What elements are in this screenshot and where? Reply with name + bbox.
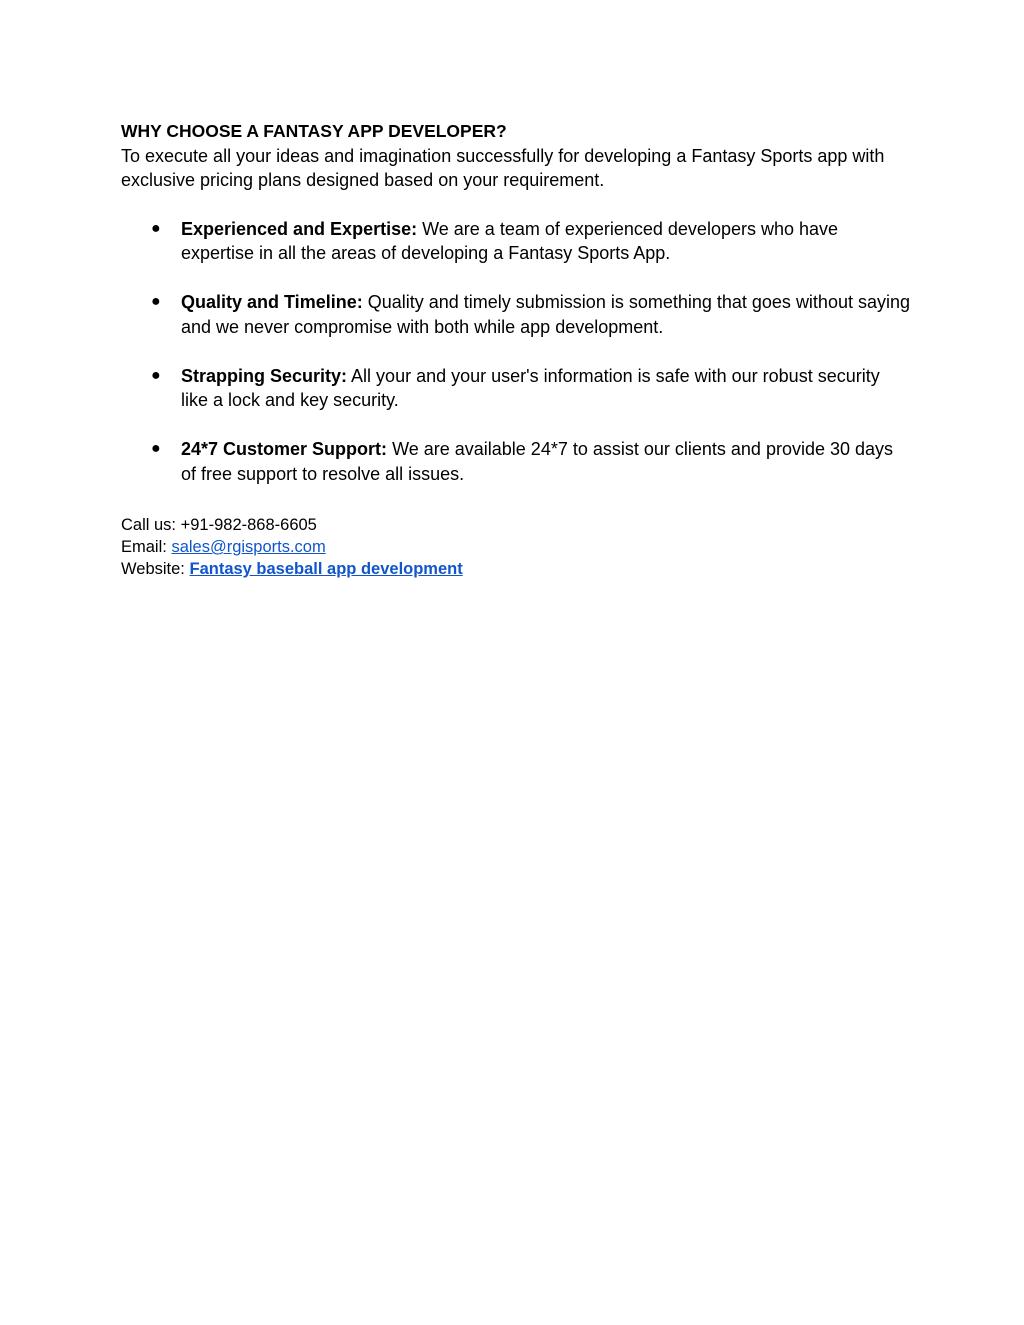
- document-heading: WHY CHOOSE A FANTASY APP DEVELOPER?: [121, 121, 507, 141]
- feature-title: Experienced and Expertise:: [181, 218, 418, 239]
- website-label: Website:: [121, 560, 185, 578]
- email-link[interactable]: sales@rgisports.com: [171, 538, 326, 556]
- email-label: Email:: [121, 538, 167, 556]
- phone-label: Call us:: [121, 516, 177, 534]
- bullet-icon: ●: [151, 293, 161, 310]
- feature-item-security: [121, 364, 911, 413]
- feature-text: We are a team of experienced developers who have expertise in all the areas of developing a Fantasy Sports App.: [181, 218, 839, 263]
- document-page: [121, 119, 911, 580]
- feature-item-experience: [121, 217, 911, 266]
- feature-text: Quality and timely submission is something that goes without saying and we never compromise with both while app development.: [181, 292, 911, 337]
- feature-title: Strapping Security:: [181, 365, 348, 386]
- contact-block: [121, 514, 911, 580]
- feature-title: 24*7 Customer Support:: [181, 439, 388, 459]
- feature-text: We are available 24*7 to assist our clients and provide 30 days of free support to resolve all issues.: [181, 439, 894, 484]
- bullet-icon: ●: [151, 440, 161, 457]
- bullet-icon: ●: [151, 219, 161, 237]
- feature-list: [121, 217, 911, 487]
- bullet-icon: ●: [151, 366, 161, 384]
- feature-title: Quality and Timeline:: [181, 292, 363, 312]
- contact-phone: [121, 514, 911, 536]
- feature-text: All your and your user's information is safe with our robust security like a lock and key security.: [181, 365, 880, 410]
- intro-paragraph: To execute all your ideas and imagination successfully for developing a Fantasy Sports app with exclusive pricing plans designed based on your requirement.: [121, 145, 885, 190]
- feature-item-support: [121, 437, 911, 486]
- contact-email: [121, 536, 911, 558]
- contact-website: [121, 558, 911, 580]
- feature-item-quality: [121, 290, 911, 339]
- website-link[interactable]: Fantasy baseball app development: [189, 560, 463, 578]
- phone-value: +91-982-868-6605: [180, 516, 317, 534]
